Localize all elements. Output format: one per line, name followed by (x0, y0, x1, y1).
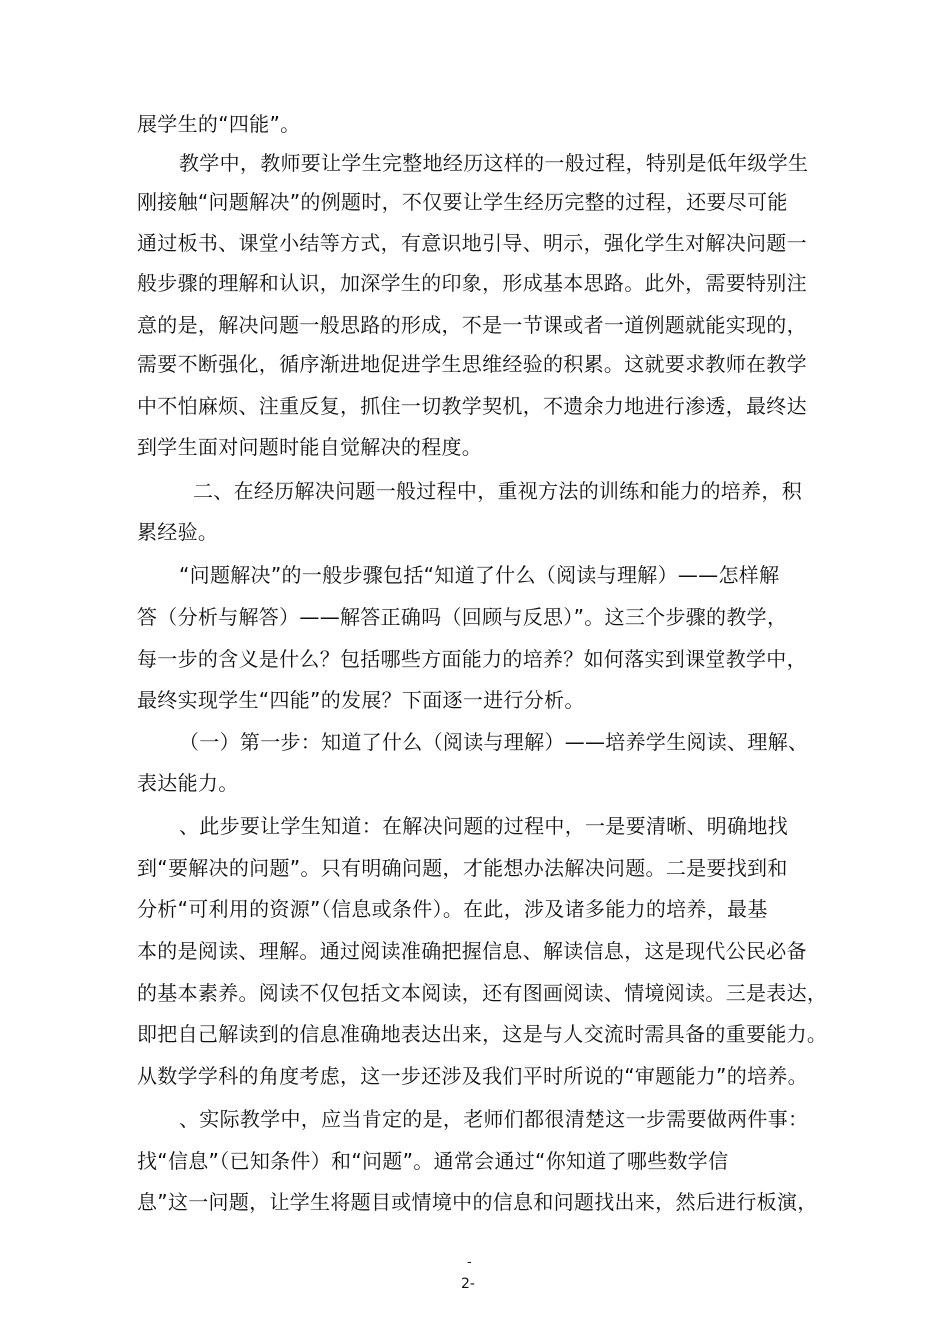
text-line: 找“信息”（已知条件）和“问题”。通常会通过“你知道了哪些数学信 (137, 1149, 729, 1173)
text-line: 分析“可利用的资源”（信息或条件）。在此，涉及诸多能力的培养，最基 (137, 897, 768, 921)
text-line: 展学生的“四能”。 (137, 112, 301, 136)
text-line: 即把自己解读到的信息准确地表达出来，这是与人交流时需具备的重要能力。 (137, 1022, 828, 1046)
footer-dash: - (467, 1255, 472, 1270)
text-line: 、此步要让学生知道：在解决问题的过程中，一是要清晰、明确地找 (179, 814, 788, 838)
subsection-heading: （一）第一步：知道了什么（阅读与理解）——培养学生阅读、理解、 (179, 730, 809, 754)
text-line: 从数学学科的角度考虑，这一步还涉及我们平时所说的“审题能力”的培养。 (137, 1064, 808, 1088)
text-line: 答（分析与解答）——解答正确吗（回顾与反思）”。这三个步骤的教学， (137, 605, 788, 629)
text-line: 意的是，解决问题一般思路的形成，不是一节课或者一道例题就能实现的， (137, 313, 807, 337)
text-line: 通过板书、课堂小结等方式，有意识地引导、明示，强化学生对解决问题一 (137, 231, 807, 255)
text-line: 息”这一问题，让学生将题目或情境中的信息和问题找出来，然后进行板演， (137, 1190, 818, 1214)
text-line: 刚接触“问题解决”的例题时，不仅要让学生经历完整的过程，还要尽可能 (137, 190, 788, 214)
text-line: 到“要解决的问题”。只有明确问题，才能想办法解决问题。二是要找到和 (137, 856, 788, 880)
section-heading: 累经验。 (137, 520, 219, 544)
text-line: 需要不断强化，循序渐进地促进学生思维经验的积累。这就要求教师在教学 (137, 352, 807, 376)
text-line: 般步骤的理解和认识，加深学生的印象，形成基本思路。此外，需要特别注 (137, 271, 807, 295)
section-heading: 二、在经历解决问题一般过程中，重视方法的训练和能力的培养，积 (193, 479, 802, 503)
text-line: 、实际教学中，应当肯定的是，老师们都很清楚这一步需要做两件事： (179, 1107, 809, 1131)
text-line: 最终实现学生“四能”的发展？下面逐一进行分析。 (137, 688, 585, 712)
subsection-heading: 表达能力。 (137, 771, 239, 795)
text-line: “问题解决”的一般步骤包括“知道了什么（阅读与理解）——怎样解 (179, 563, 780, 587)
text-line: 中不怕麻烦、注重反复，抓住一切教学契机，不遗余力地进行渗透，最终达 (137, 394, 807, 418)
text-line: 到学生面对问题时能自觉解决的程度。 (137, 435, 483, 459)
page-number: 2- (461, 1276, 475, 1292)
text-line: 的基本素养。阅读不仅包括文本阅读，还有图画阅读、情境阅读。三是表达， (137, 981, 828, 1005)
text-line: 本的是阅读、理解。通过阅读准确把握信息、解读信息，这是现代公民必备 (137, 939, 807, 963)
text-line: 每一步的含义是什么？包括哪些方面能力的培养？如何落实到课堂教学中， (137, 647, 807, 671)
text-line: 教学中，教师要让学生完整地经历这样的一般过程，特别是低年级学生 (179, 151, 809, 175)
